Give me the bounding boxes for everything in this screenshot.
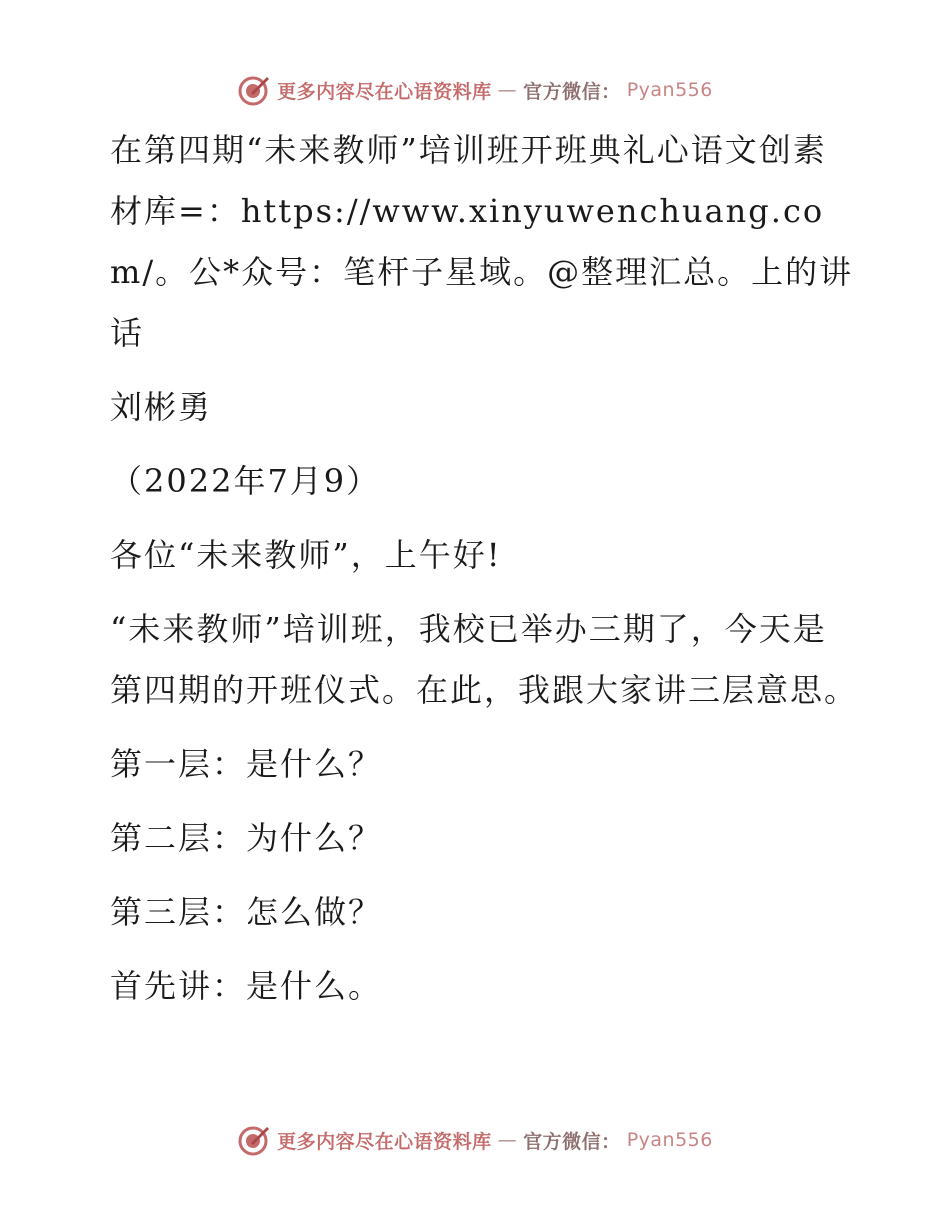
- author-name: 刘彬勇: [110, 388, 213, 426]
- banner-wechat-id: Pyan556: [626, 1129, 713, 1151]
- banner-dash: —: [497, 79, 518, 101]
- pen-logo-icon: [237, 73, 271, 107]
- banner-main-text: 更多内容尽在心语资料库: [277, 80, 492, 103]
- banner-wechat-id: Pyan556: [626, 79, 713, 101]
- pen-logo-icon: [237, 1123, 271, 1157]
- footer-banner: [0, 1120, 950, 1160]
- layer-three: 第三层：怎么做？: [110, 893, 383, 931]
- first-point: 首先讲：是什么。: [110, 967, 383, 1005]
- banner-main-text: 更多内容尽在心语资料库: [277, 1130, 492, 1153]
- header-banner: [0, 70, 950, 110]
- layer-two: 第二层：为什么？: [110, 819, 383, 857]
- speech-date: （2022年7月9）: [110, 462, 381, 500]
- intro-paragraph: “未来教师”培训班，我校已举办三期了，今天是第四期的开班仪式。在此，我跟大家讲三层意思。: [110, 610, 859, 709]
- banner-wechat-label: 官方微信：: [523, 1130, 621, 1153]
- banner-wechat-label: 官方微信：: [523, 80, 621, 103]
- layer-one: 第一层：是什么？: [110, 745, 383, 783]
- banner-dash: —: [497, 1129, 518, 1151]
- document-body: [98, 120, 858, 1030]
- title-paragraph: 在第四期“未来教师”培训班开班典礼心语文创素材库=：https://www.xinyuwenchuang.com/。公*众号：笔杆子星域。@整理汇总。上的讲话: [110, 131, 854, 352]
- greeting: 各位“未来教师”，上午好!: [110, 536, 502, 574]
